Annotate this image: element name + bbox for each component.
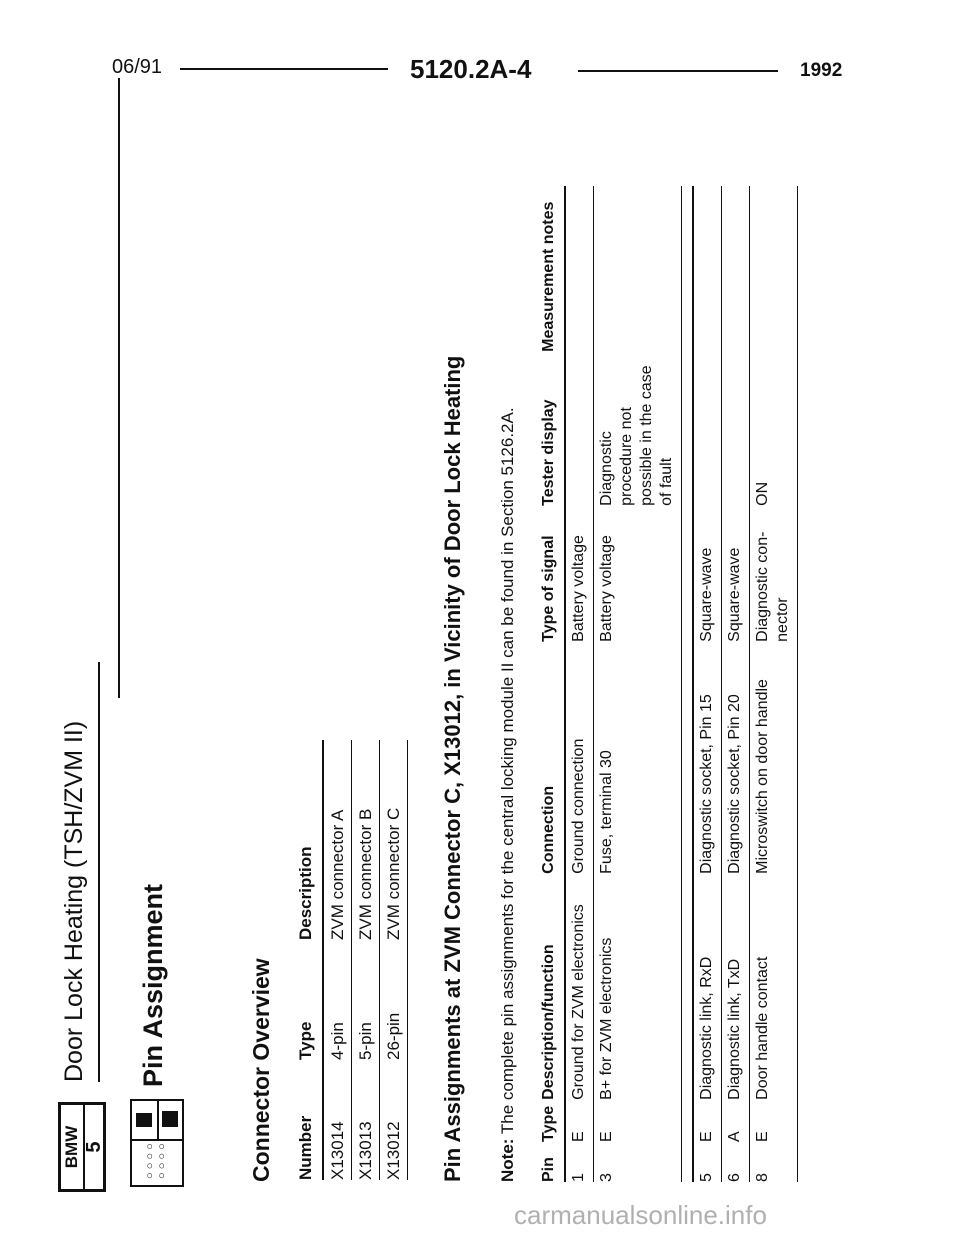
connector-icon [130,1099,184,1187]
cell: ON [750,352,798,506]
cell: 5 [693,1142,722,1182]
plug-female-icon [162,1111,178,1127]
col-tester-display: Tester display [540,352,565,506]
cell: 5-pin [352,940,380,1060]
cell: Fuse, terminal 30 [594,642,682,874]
header-rule-right [578,70,778,72]
cell: Diagnostic link, TxD [722,874,750,1100]
cell: Door handle contact [750,874,798,1100]
table-row [323,740,352,1180]
table-header-row [296,740,323,1180]
cell: E [693,1100,722,1142]
table-row [565,186,594,1182]
cell [750,186,798,352]
connector-socket-icon: ○ ○ ○ ○ ○ ○ ○ ○ [132,1139,182,1185]
cell: Diagnostic link, RxD [693,874,722,1100]
cell: ZVM connector C [380,740,408,940]
cell: Ground connection [565,642,594,874]
cell: Microswitch on door handle [750,642,798,874]
cell: 6 [722,1142,750,1182]
table-row [380,740,408,1180]
cell: E [594,1100,682,1142]
pin-assignment-heading [130,587,190,1187]
col-type: Type [540,1100,565,1142]
rotated-page-content [0,122,791,1242]
cell: Diagnostic socket, Pin 20 [722,642,750,874]
watermark: carmanualsonline.info [514,1200,767,1230]
title-row [58,92,110,1192]
header-date: 06/91 [112,56,163,78]
cell: Square-wave [693,506,722,642]
table-row [750,186,798,1182]
title-rule [98,662,100,1082]
table-row [722,186,750,1182]
cell [722,352,750,506]
cell: Square-wave [722,506,750,642]
cell: ZVM connector A [323,740,352,940]
cell: A [722,1100,750,1142]
table-row [594,186,682,1182]
cell: Diagnostic socket, Pin 15 [693,642,722,874]
col-measurement-notes: Measurement notes [540,186,565,352]
pin-assignments-title: Pin Assignments at ZVM Connector C, X13012, in Vicinity of Door Lock Heating [440,355,465,1182]
cell: 3 [594,1142,682,1182]
note [498,407,518,1182]
cell: 1 [565,1142,594,1182]
bmw-5-logo [58,1102,106,1192]
cell [693,352,722,506]
cell: E [565,1100,594,1142]
pin-assignment-table [540,186,798,1182]
cell: X13012 [380,1060,408,1180]
logo-series: 5 [83,1141,105,1153]
cell: X13014 [323,1060,352,1180]
table-header-row [540,186,565,1182]
col-connection: Connection [540,642,565,874]
cell [565,186,594,352]
cell: 4-pin [323,940,352,1060]
col-pin: Pin [540,1142,565,1182]
logo-brand: BMW [61,1105,85,1189]
header-year: 1992 [800,60,843,81]
cell [594,186,682,352]
cell [565,352,594,506]
note-text: The complete pin assignments for the central locking module II can be found in Section 5126.2A. [498,407,517,1139]
section-title: Pin Assignment [138,883,168,1087]
cell: Diagnostic procedure not possible in the case of fault [594,352,682,506]
cell: X13013 [352,1060,380,1180]
col-type: Type [296,940,323,1060]
col-description: Description [296,740,323,940]
cell: Battery voltage [594,506,682,642]
cell: 26-pin [380,940,408,1060]
col-number: Number [296,1060,323,1180]
header-rule-left [180,68,388,70]
note-label: Note: [498,1138,517,1182]
cell: Diagnostic con- nector [750,506,798,642]
table-row [693,186,722,1182]
connector-overview-table [296,740,408,1180]
table-spacer-row [682,186,694,1182]
cell: Battery voltage [565,506,594,642]
cell: 8 [750,1142,798,1182]
cell: E [750,1100,798,1142]
col-description-function: Description/function [540,874,565,1100]
header-doc-code: 5120.2A-4 [410,54,532,84]
cell: B+ for ZVM electronics [594,874,682,1100]
plug-male-icon [136,1113,152,1127]
cell: Ground for ZVM electronics [565,874,594,1100]
cell [722,186,750,352]
document-title: Door Lock Heating (TSH/ZVM II) [60,720,88,1082]
cell [693,186,722,352]
col-type-of-signal: Type of signal [540,506,565,642]
table-row [352,740,380,1180]
connector-overview-title: Connector Overview [248,958,274,1182]
page-header [0,52,960,92]
cell: ZVM connector B [352,740,380,940]
